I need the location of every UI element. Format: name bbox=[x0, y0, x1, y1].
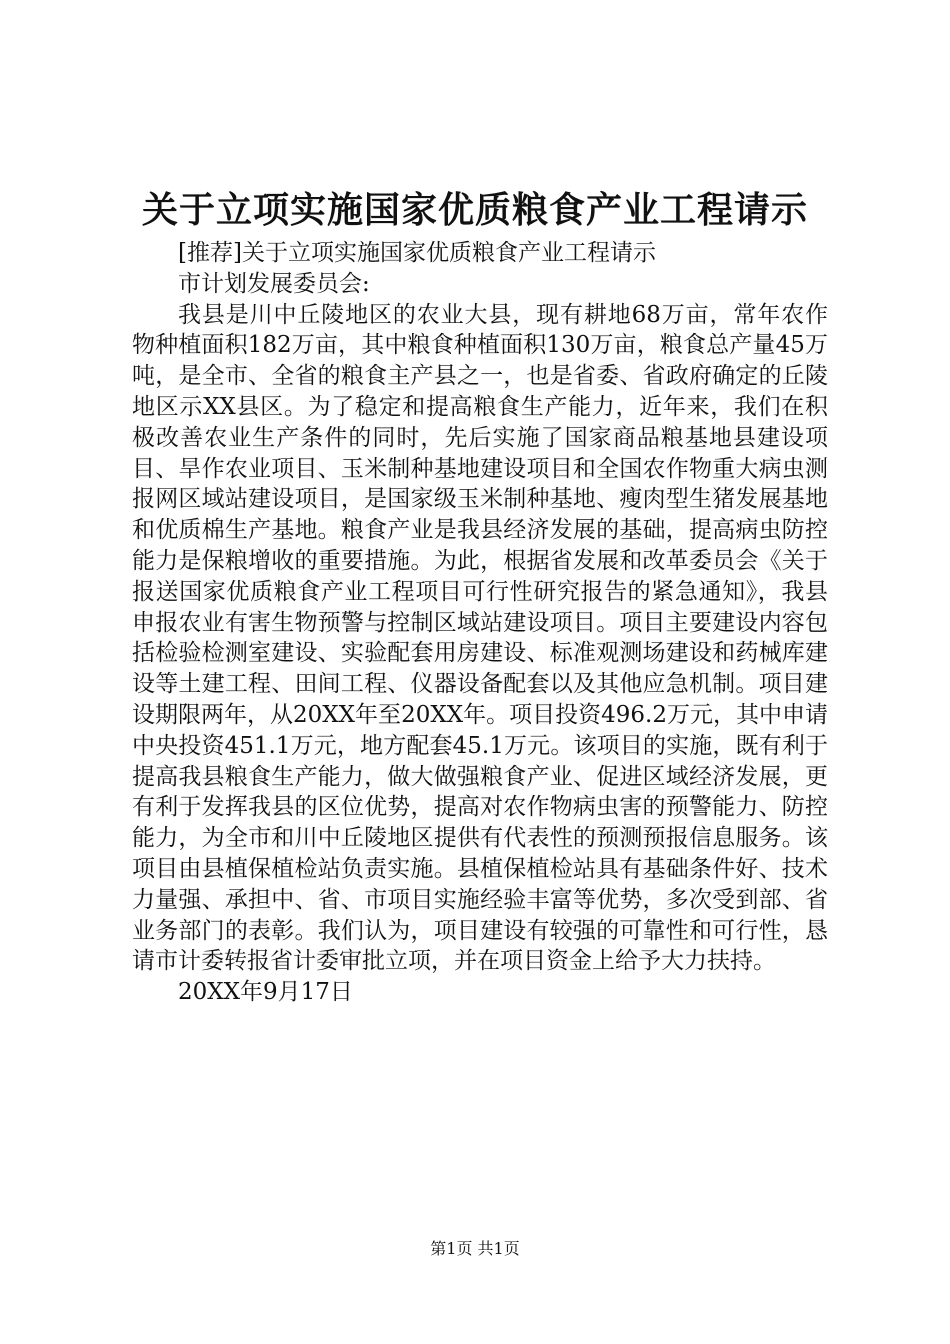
date-line: 20XX年9月17日 bbox=[178, 979, 353, 1006]
addressee-line: 市计划发展委员会: bbox=[178, 270, 370, 297]
document-title: 关于立项实施国家优质粮食产业工程请示 bbox=[141, 189, 808, 231]
body-paragraph: 我县是川中丘陵地区的农业大县，现有耕地68万亩，常年农作物种植面积182万亩，其中粮食种植面积130万亩，粮食总产量45万吨，是全市、全省的粮食主产县之一，也是省委、省政府确定的丘陵地区示XX县区。为了稳定和提高粮食生产能力，近年来，我们在积极改善农业生产条件的同时，先后实施了国家商品粮基地县建设项目、旱作农业项目、玉米制种基地建设项目和全国农作物重大病虫测报网区域站建设项目，是国家级玉米制种基地、瘦肉型生猪发展基地和优质棉生产基地。粮食产业是我县经济发展的基础，提高病虫防控能力是保粮增收的重要措施。为此，根据省发展和改革委员会《关于报送国家优质粮食产业工程项目可行性研究报告的紧急通知》，我县申报农业有害生物预警与控制区域站建设项目。项目主要建设内容包括检验检测室建设、实验配套用房建设、标准观测场建设和药械库建设等土建工程、田间工程、仪器设备配套以及其他应急机制。项目建设期限两年，从20XX年至20XX年。项目投资496.2万元，其中申请中央投资451.1万元，地方配套45.1万元。该项目的实施，既有利于提高我县粮食生产能力，做大做强粮食产业、促进区域经济发展，更有利于发挥我县的区位优势，提高对农作物病虫害的预警能力、防控能力，为全市和川中丘陵地区提供有代表性的预测预报信息服务。该项目由县植保植检站负责实施。县植保植检站具有基础条件好、技术力量强、承担中、省、市项目实施经验丰富等优势，多次受到部、省业务部门的表彰。我们认为，项目建设有较强的可靠性和可行性，恳请市计委转报省计委审批立项，并在项目资金上给予大力扶持。 bbox=[132, 301, 828, 975]
page-footer: 第1页 共1页 bbox=[430, 1239, 520, 1258]
document-body bbox=[132, 238, 828, 1008]
subtitle-line: [推荐]关于立项实施国家优质粮食产业工程请示 bbox=[178, 240, 656, 266]
